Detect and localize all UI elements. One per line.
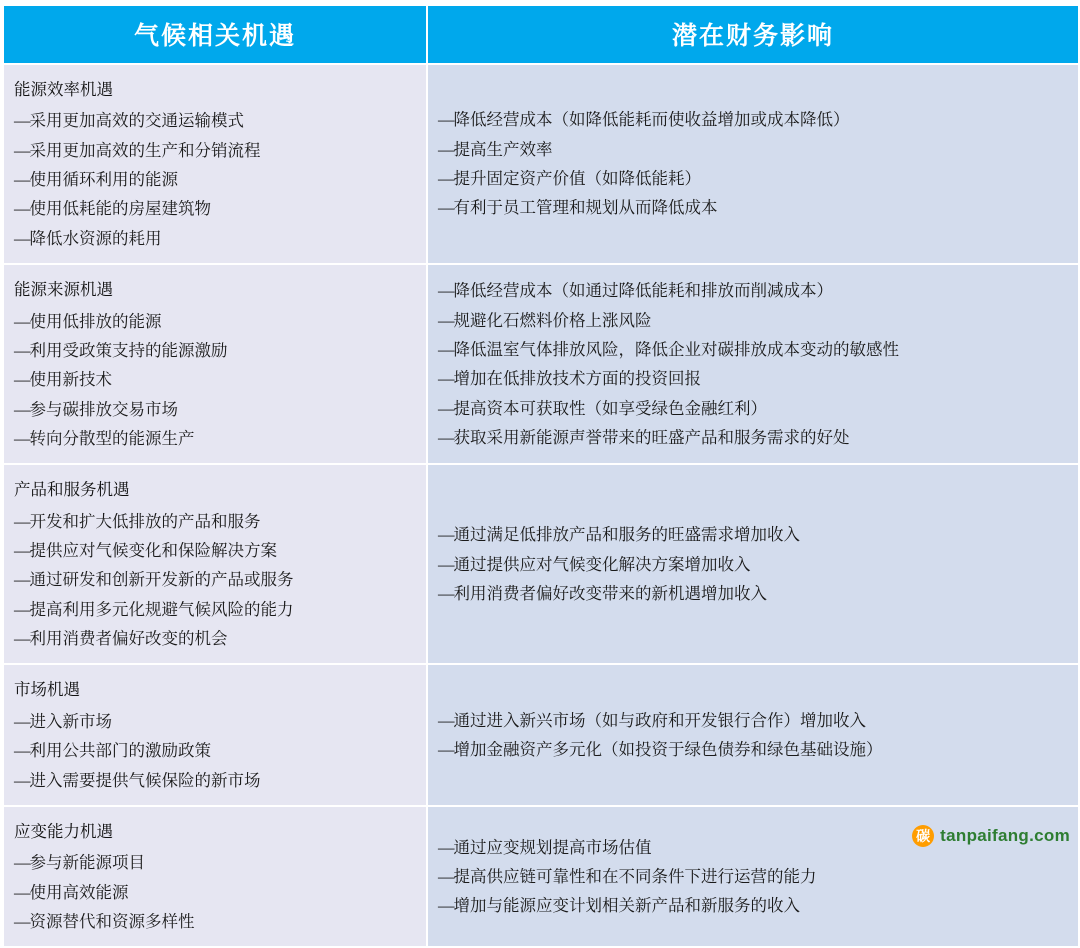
list-item: —增加与能源应变计划相关新产品和新服务的收入 xyxy=(438,896,800,916)
watermark-text: tanpaifang.com xyxy=(940,826,1070,845)
list-item: —使用循环利用的能源 xyxy=(14,170,178,190)
list-item: —降低水资源的耗用 xyxy=(14,228,162,248)
list-item: —进入新市场 xyxy=(14,711,112,731)
impact-list xyxy=(438,105,1066,222)
list-item: —使用高效能源 xyxy=(14,882,129,902)
impact-list xyxy=(438,276,1066,452)
impact-list xyxy=(438,520,1066,608)
list-item: —通过满足低排放产品和服务的旺盛需求增加收入 xyxy=(438,525,800,545)
list-item: —提高供应链可靠性和在不同条件下进行运营的能力 xyxy=(438,866,817,886)
table-header xyxy=(3,5,1079,64)
list-item: —降低经营成本（如通过降低能耗和排放而削减成本） xyxy=(438,281,833,301)
list-item: —规避化石燃料价格上涨风险 xyxy=(438,310,652,330)
list-item: —利用受政策支持的能源激励 xyxy=(14,340,228,360)
table-row xyxy=(3,64,1079,264)
list-item: —提高生产效率 xyxy=(438,139,553,159)
list-item: —降低温室气体排放风险，降低企业对碳排放成本变动的敏感性 xyxy=(438,339,899,359)
list-item: —参与新能源项目 xyxy=(14,853,145,873)
list-item: —通过提供应对气候变化解决方案增加收入 xyxy=(438,554,751,574)
category-label: 能源来源机遇 xyxy=(14,280,113,300)
list-item: —增加在低排放技术方面的投资回报 xyxy=(438,369,701,389)
list-item: —采用更加高效的交通运输模式 xyxy=(14,111,244,131)
list-item: —利用公共部门的激励政策 xyxy=(14,741,211,761)
list-item: —资源替代和资源多样性 xyxy=(14,911,195,931)
column-header-opportunities: 气候相关机遇 xyxy=(3,5,427,64)
table-row xyxy=(3,264,1079,464)
list-item: —提升固定资产价值（如降低能耗） xyxy=(438,169,701,189)
list-item: —使用低耗能的房屋建筑物 xyxy=(14,199,211,219)
list-item: —进入需要提供气候保险的新市场 xyxy=(14,770,261,790)
opportunity-list xyxy=(14,848,414,936)
list-item: —提供应对气候变化和保险解决方案 xyxy=(14,541,277,561)
table-row xyxy=(3,664,1079,805)
category-label: 市场机遇 xyxy=(14,680,80,700)
opportunity-cell xyxy=(3,464,427,664)
list-item: —提高资本可获取性（如享受绿色金融红利） xyxy=(438,398,767,418)
impact-cell xyxy=(427,664,1079,805)
opportunity-cell xyxy=(3,64,427,264)
table-row xyxy=(3,464,1079,664)
list-item: —获取采用新能源声誉带来的旺盛产品和服务需求的好处 xyxy=(438,427,850,447)
list-item: —增加金融资产多元化（如投资于绿色债券和绿色基础设施） xyxy=(438,740,883,760)
opportunity-cell xyxy=(3,664,427,805)
list-item: —参与碳排放交易市场 xyxy=(14,399,178,419)
impact-cell xyxy=(427,64,1079,264)
column-header-impacts: 潜在财务影响 xyxy=(427,5,1079,64)
impact-cell xyxy=(427,264,1079,464)
list-item: —有利于员工管理和规划从而降低成本 xyxy=(438,198,718,218)
opportunity-list xyxy=(14,307,414,454)
list-item: —通过应变规划提高市场估值 xyxy=(438,837,652,857)
list-item: —通过研发和创新开发新的产品或服务 xyxy=(14,570,294,590)
opportunity-list xyxy=(14,707,414,795)
impact-cell xyxy=(427,464,1079,664)
watermark xyxy=(912,825,1070,847)
list-item: —利用消费者偏好改变带来的新机遇增加收入 xyxy=(438,584,767,604)
opportunity-list xyxy=(14,507,414,654)
opportunity-list xyxy=(14,106,414,253)
category-label: 能源效率机遇 xyxy=(14,80,113,99)
opportunity-cell xyxy=(3,806,427,947)
document-page xyxy=(0,4,1080,931)
opportunity-cell xyxy=(3,264,427,464)
category-label: 产品和服务机遇 xyxy=(14,480,130,500)
list-item: —提高利用多元化规避气候风险的能力 xyxy=(14,599,294,619)
table-body xyxy=(3,64,1079,947)
header-row xyxy=(3,5,1079,64)
list-item: —使用低排放的能源 xyxy=(14,311,162,331)
list-item: —降低经营成本（如降低能耗而使收益增加或成本降低） xyxy=(438,110,850,130)
climate-opportunity-table xyxy=(2,4,1080,948)
list-item: —开发和扩大低排放的产品和服务 xyxy=(14,511,261,531)
impact-list xyxy=(438,706,1066,765)
list-item: —利用消费者偏好改变的机会 xyxy=(14,629,228,649)
list-item: —采用更加高效的生产和分销流程 xyxy=(14,140,261,160)
category-label: 应变能力机遇 xyxy=(14,821,113,841)
list-item: —使用新技术 xyxy=(14,370,112,390)
list-item: —转向分散型的能源生产 xyxy=(14,428,195,448)
list-item: —通过进入新兴市场（如与政府和开发银行合作）增加收入 xyxy=(438,710,866,730)
watermark-logo-icon: 碳 xyxy=(912,825,934,847)
